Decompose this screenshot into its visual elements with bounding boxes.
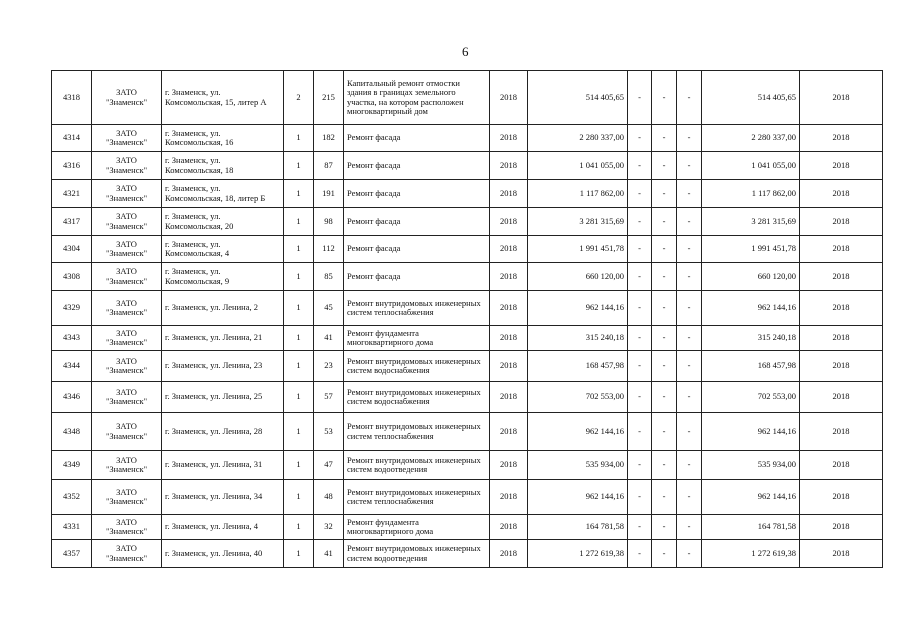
- cell-empty-2: -: [652, 540, 677, 568]
- cell-empty-3: -: [677, 480, 702, 515]
- cell-empty-1: -: [628, 208, 652, 236]
- cell-empty-1: -: [628, 236, 652, 263]
- cell-number: 112: [314, 236, 344, 263]
- cell-count: 1: [284, 382, 314, 413]
- cell-number: 45: [314, 291, 344, 326]
- cell-number: 41: [314, 326, 344, 351]
- cell-id: 4331: [52, 515, 92, 540]
- cell-total: 1 041 055,00: [702, 152, 800, 180]
- cell-total: 315 240,18: [702, 326, 800, 351]
- cell-year-end: 2018: [800, 71, 883, 125]
- cell-year: 2018: [490, 540, 528, 568]
- cell-municipality: ЗАТО "Знаменск": [92, 208, 162, 236]
- cell-amount: 2 280 337,00: [528, 125, 628, 152]
- cell-municipality: ЗАТО "Знаменск": [92, 515, 162, 540]
- cell-count: 1: [284, 125, 314, 152]
- cell-address: г. Знаменск, ул. Ленина, 23: [162, 351, 284, 382]
- cell-amount: 702 553,00: [528, 382, 628, 413]
- cell-year: 2018: [490, 208, 528, 236]
- cell-number: 87: [314, 152, 344, 180]
- cell-id: 4349: [52, 451, 92, 480]
- cell-amount: 3 281 315,69: [528, 208, 628, 236]
- cell-year: 2018: [490, 180, 528, 208]
- table-row: [52, 180, 883, 208]
- table-row: [52, 480, 883, 515]
- cell-amount: 315 240,18: [528, 326, 628, 351]
- cell-year-end: 2018: [800, 152, 883, 180]
- register-table: [51, 70, 883, 568]
- cell-total: 702 553,00: [702, 382, 800, 413]
- cell-work-type: Ремонт фасада: [344, 180, 490, 208]
- cell-year: 2018: [490, 382, 528, 413]
- cell-empty-2: -: [652, 382, 677, 413]
- cell-municipality: ЗАТО "Знаменск": [92, 291, 162, 326]
- cell-count: 1: [284, 263, 314, 291]
- cell-count: 1: [284, 291, 314, 326]
- cell-id: 4314: [52, 125, 92, 152]
- cell-empty-1: -: [628, 382, 652, 413]
- cell-number: 191: [314, 180, 344, 208]
- cell-address: г. Знаменск, ул. Комсомольская, 18: [162, 152, 284, 180]
- table-row: [52, 382, 883, 413]
- cell-id: 4352: [52, 480, 92, 515]
- cell-address: г. Знаменск, ул. Комсомольская, 18, литер Б: [162, 180, 284, 208]
- cell-municipality: ЗАТО "Знаменск": [92, 326, 162, 351]
- cell-empty-3: -: [677, 382, 702, 413]
- cell-year: 2018: [490, 71, 528, 125]
- cell-year: 2018: [490, 125, 528, 152]
- cell-amount: 1 272 619,38: [528, 540, 628, 568]
- cell-total: 1 272 619,38: [702, 540, 800, 568]
- cell-empty-3: -: [677, 152, 702, 180]
- cell-number: 53: [314, 413, 344, 451]
- cell-amount: 514 405,65: [528, 71, 628, 125]
- cell-amount: 1 117 862,00: [528, 180, 628, 208]
- cell-year-end: 2018: [800, 180, 883, 208]
- cell-year: 2018: [490, 291, 528, 326]
- cell-number: 41: [314, 540, 344, 568]
- cell-empty-3: -: [677, 515, 702, 540]
- cell-empty-1: -: [628, 480, 652, 515]
- cell-count: 1: [284, 540, 314, 568]
- cell-count: 1: [284, 451, 314, 480]
- cell-empty-2: -: [652, 515, 677, 540]
- cell-address: г. Знаменск, ул. Комсомольская, 16: [162, 125, 284, 152]
- cell-address: г. Знаменск, ул. Комсомольская, 15, литер А: [162, 71, 284, 125]
- table-row: [52, 263, 883, 291]
- cell-work-type: Ремонт фасада: [344, 263, 490, 291]
- cell-work-type: Ремонт внутридомовых инженерных систем теплоснабжения: [344, 413, 490, 451]
- cell-id: 4348: [52, 413, 92, 451]
- cell-empty-1: -: [628, 71, 652, 125]
- table-row: [52, 208, 883, 236]
- cell-year-end: 2018: [800, 382, 883, 413]
- cell-id: 4316: [52, 152, 92, 180]
- cell-count: 1: [284, 180, 314, 208]
- page-number: 6: [462, 44, 469, 59]
- cell-work-type: Ремонт внутридомовых инженерных систем теплоснабжения: [344, 291, 490, 326]
- cell-year: 2018: [490, 413, 528, 451]
- cell-count: 1: [284, 208, 314, 236]
- cell-number: 57: [314, 382, 344, 413]
- cell-year: 2018: [490, 451, 528, 480]
- cell-empty-2: -: [652, 451, 677, 480]
- cell-work-type: Ремонт фундамента многоквартирного дома: [344, 326, 490, 351]
- cell-municipality: ЗАТО "Знаменск": [92, 351, 162, 382]
- cell-empty-1: -: [628, 152, 652, 180]
- cell-amount: 1 991 451,78: [528, 236, 628, 263]
- cell-id: 4346: [52, 382, 92, 413]
- table-row: [52, 152, 883, 180]
- table-row: [52, 351, 883, 382]
- cell-address: г. Знаменск, ул. Комсомольская, 4: [162, 236, 284, 263]
- table-row: [52, 540, 883, 568]
- cell-empty-1: -: [628, 291, 652, 326]
- cell-id: 4329: [52, 291, 92, 326]
- cell-address: г. Знаменск, ул. Ленина, 40: [162, 540, 284, 568]
- cell-number: 98: [314, 208, 344, 236]
- cell-total: 962 144,16: [702, 480, 800, 515]
- cell-year-end: 2018: [800, 515, 883, 540]
- cell-count: 1: [284, 152, 314, 180]
- cell-municipality: ЗАТО "Знаменск": [92, 540, 162, 568]
- cell-count: 1: [284, 351, 314, 382]
- cell-address: г. Знаменск, ул. Ленина, 31: [162, 451, 284, 480]
- cell-year: 2018: [490, 326, 528, 351]
- cell-empty-1: -: [628, 351, 652, 382]
- cell-empty-1: -: [628, 451, 652, 480]
- cell-address: г. Знаменск, ул. Ленина, 28: [162, 413, 284, 451]
- cell-work-type: Ремонт внутридомовых инженерных систем водоснабжения: [344, 382, 490, 413]
- cell-amount: 962 144,16: [528, 480, 628, 515]
- cell-municipality: ЗАТО "Знаменск": [92, 451, 162, 480]
- cell-number: 182: [314, 125, 344, 152]
- cell-number: 47: [314, 451, 344, 480]
- cell-empty-3: -: [677, 180, 702, 208]
- cell-empty-2: -: [652, 480, 677, 515]
- cell-municipality: ЗАТО "Знаменск": [92, 180, 162, 208]
- cell-empty-2: -: [652, 326, 677, 351]
- cell-work-type: Ремонт фасада: [344, 152, 490, 180]
- cell-address: г. Знаменск, ул. Комсомольская, 20: [162, 208, 284, 236]
- cell-amount: 535 934,00: [528, 451, 628, 480]
- cell-empty-1: -: [628, 515, 652, 540]
- cell-year-end: 2018: [800, 540, 883, 568]
- cell-total: 164 781,58: [702, 515, 800, 540]
- cell-municipality: ЗАТО "Знаменск": [92, 263, 162, 291]
- cell-work-type: Ремонт фундамента многоквартирного дома: [344, 515, 490, 540]
- cell-amount: 962 144,16: [528, 291, 628, 326]
- cell-empty-3: -: [677, 125, 702, 152]
- cell-year-end: 2018: [800, 291, 883, 326]
- cell-id: 4318: [52, 71, 92, 125]
- cell-total: 1 991 451,78: [702, 236, 800, 263]
- cell-work-type: Ремонт внутридомовых инженерных систем теплоснабжения: [344, 480, 490, 515]
- cell-municipality: ЗАТО "Знаменск": [92, 125, 162, 152]
- cell-year-end: 2018: [800, 326, 883, 351]
- cell-municipality: ЗАТО "Знаменск": [92, 382, 162, 413]
- cell-empty-2: -: [652, 291, 677, 326]
- cell-count: 1: [284, 326, 314, 351]
- cell-empty-3: -: [677, 71, 702, 125]
- cell-id: 4344: [52, 351, 92, 382]
- cell-address: г. Знаменск, ул. Ленина, 21: [162, 326, 284, 351]
- cell-id: 4308: [52, 263, 92, 291]
- cell-address: г. Знаменск, ул. Ленина, 4: [162, 515, 284, 540]
- cell-total: 660 120,00: [702, 263, 800, 291]
- cell-number: 215: [314, 71, 344, 125]
- cell-amount: 164 781,58: [528, 515, 628, 540]
- cell-municipality: ЗАТО "Знаменск": [92, 236, 162, 263]
- cell-empty-2: -: [652, 236, 677, 263]
- cell-empty-2: -: [652, 71, 677, 125]
- cell-year-end: 2018: [800, 451, 883, 480]
- cell-number: 48: [314, 480, 344, 515]
- cell-empty-2: -: [652, 125, 677, 152]
- cell-year-end: 2018: [800, 351, 883, 382]
- cell-empty-3: -: [677, 451, 702, 480]
- cell-amount: 1 041 055,00: [528, 152, 628, 180]
- cell-year-end: 2018: [800, 236, 883, 263]
- cell-year: 2018: [490, 480, 528, 515]
- cell-count: 1: [284, 480, 314, 515]
- cell-year-end: 2018: [800, 125, 883, 152]
- cell-work-type: Ремонт внутридомовых инженерных систем водоотведения: [344, 451, 490, 480]
- cell-empty-3: -: [677, 413, 702, 451]
- cell-id: 4304: [52, 236, 92, 263]
- cell-year-end: 2018: [800, 208, 883, 236]
- cell-empty-3: -: [677, 263, 702, 291]
- cell-amount: 962 144,16: [528, 413, 628, 451]
- cell-total: 962 144,16: [702, 413, 800, 451]
- cell-municipality: ЗАТО "Знаменск": [92, 413, 162, 451]
- cell-amount: 168 457,98: [528, 351, 628, 382]
- cell-number: 85: [314, 263, 344, 291]
- cell-address: г. Знаменск, ул. Ленина, 34: [162, 480, 284, 515]
- cell-id: 4321: [52, 180, 92, 208]
- cell-municipality: ЗАТО "Знаменск": [92, 152, 162, 180]
- cell-address: г. Знаменск, ул. Ленина, 25: [162, 382, 284, 413]
- cell-total: 535 934,00: [702, 451, 800, 480]
- cell-work-type: Ремонт внутридомовых инженерных систем водоснабжения: [344, 351, 490, 382]
- cell-empty-2: -: [652, 351, 677, 382]
- cell-count: 1: [284, 413, 314, 451]
- table-row: [52, 326, 883, 351]
- cell-year: 2018: [490, 263, 528, 291]
- cell-empty-2: -: [652, 413, 677, 451]
- cell-work-type: Ремонт фасада: [344, 208, 490, 236]
- cell-empty-3: -: [677, 351, 702, 382]
- cell-id: 4357: [52, 540, 92, 568]
- cell-count: 1: [284, 236, 314, 263]
- cell-year: 2018: [490, 152, 528, 180]
- cell-id: 4343: [52, 326, 92, 351]
- cell-year: 2018: [490, 351, 528, 382]
- cell-total: 1 117 862,00: [702, 180, 800, 208]
- table-row: [52, 515, 883, 540]
- cell-total: 514 405,65: [702, 71, 800, 125]
- cell-empty-2: -: [652, 208, 677, 236]
- cell-address: г. Знаменск, ул. Комсомольская, 9: [162, 263, 284, 291]
- cell-year: 2018: [490, 236, 528, 263]
- cell-total: 2 280 337,00: [702, 125, 800, 152]
- table-row: [52, 236, 883, 263]
- cell-empty-3: -: [677, 326, 702, 351]
- cell-id: 4317: [52, 208, 92, 236]
- cell-work-type: Ремонт фасада: [344, 236, 490, 263]
- cell-number: 23: [314, 351, 344, 382]
- cell-empty-3: -: [677, 236, 702, 263]
- table-row: [52, 291, 883, 326]
- cell-empty-3: -: [677, 208, 702, 236]
- cell-year-end: 2018: [800, 263, 883, 291]
- cell-year-end: 2018: [800, 480, 883, 515]
- cell-municipality: ЗАТО "Знаменск": [92, 71, 162, 125]
- table-row: [52, 451, 883, 480]
- cell-total: 3 281 315,69: [702, 208, 800, 236]
- cell-empty-1: -: [628, 326, 652, 351]
- cell-empty-1: -: [628, 413, 652, 451]
- cell-empty-1: -: [628, 125, 652, 152]
- cell-total: 962 144,16: [702, 291, 800, 326]
- cell-year: 2018: [490, 515, 528, 540]
- cell-empty-2: -: [652, 180, 677, 208]
- cell-empty-1: -: [628, 540, 652, 568]
- cell-work-type: Ремонт внутридомовых инженерных систем водоотведения: [344, 540, 490, 568]
- cell-work-type: Ремонт фасада: [344, 125, 490, 152]
- cell-count: 1: [284, 515, 314, 540]
- table-row: [52, 71, 883, 125]
- cell-empty-1: -: [628, 180, 652, 208]
- cell-total: 168 457,98: [702, 351, 800, 382]
- cell-year-end: 2018: [800, 413, 883, 451]
- cell-work-type: Капитальный ремонт отмостки здания в границах земельного участка, на котором расположен многоквартирный дом: [344, 71, 490, 125]
- cell-number: 32: [314, 515, 344, 540]
- cell-empty-2: -: [652, 263, 677, 291]
- table-row: [52, 413, 883, 451]
- cell-empty-3: -: [677, 291, 702, 326]
- cell-amount: 660 120,00: [528, 263, 628, 291]
- cell-count: 2: [284, 71, 314, 125]
- cell-empty-2: -: [652, 152, 677, 180]
- cell-municipality: ЗАТО "Знаменск": [92, 480, 162, 515]
- table-row: [52, 125, 883, 152]
- cell-address: г. Знаменск, ул. Ленина, 2: [162, 291, 284, 326]
- cell-empty-1: -: [628, 263, 652, 291]
- cell-empty-3: -: [677, 540, 702, 568]
